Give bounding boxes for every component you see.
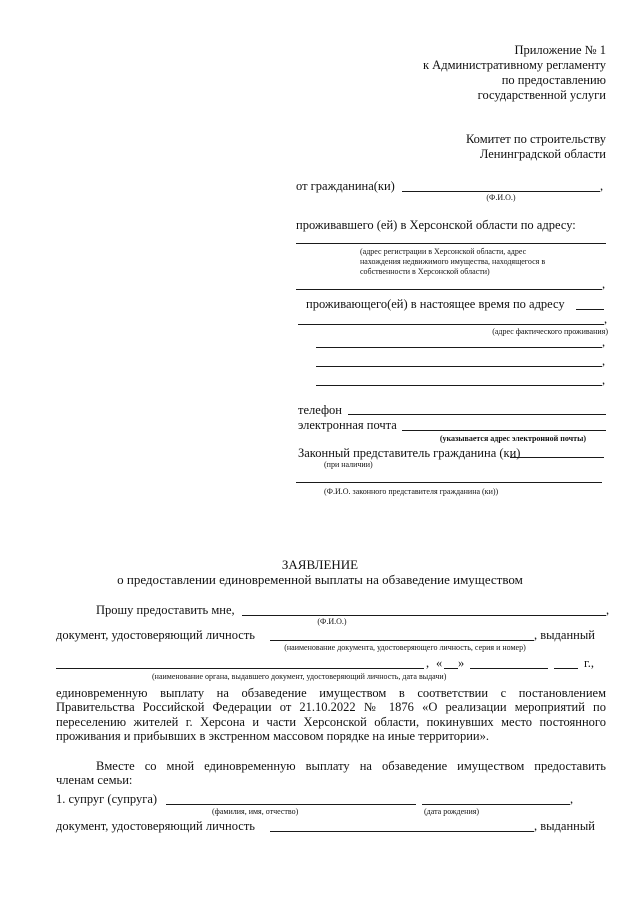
representative-fio-caption: (Ф.И.О. законного представителя гражданина (ки)) xyxy=(324,487,499,496)
current-address-field-2[interactable] xyxy=(298,324,604,325)
registration-caption-1: (адрес регистрации в Херсонской области, адрес xyxy=(360,247,527,256)
current-address-field[interactable] xyxy=(576,309,604,310)
resided-address-label: проживавшего (ей) в Херсонской области по адресу: xyxy=(296,218,576,232)
paragraph-1-line-4: проживания и прибывших в экстренном массовом порядке на иные территории». xyxy=(56,729,489,743)
year-suffix: г., xyxy=(584,656,594,670)
spouse-fio-caption: (фамилия, имя, отчество) xyxy=(212,807,299,816)
email-label: электронная почта xyxy=(298,418,397,432)
statement-title: ЗАЯВЛЕНИЕ xyxy=(281,557,359,572)
paragraph-2-line-2: членам семьи: xyxy=(56,773,133,787)
spouse-fio-field[interactable] xyxy=(166,804,416,805)
fio-caption: (Ф.И.О.) xyxy=(486,193,516,202)
date-quote-open: « xyxy=(436,656,443,670)
from-citizen-field[interactable] xyxy=(402,191,600,192)
identity-doc-caption: (наименование документа, удостоверяющего личность, серия и номер) xyxy=(284,643,526,652)
paragraph-1-line-1: единовременную выплату на обзаведение имуществом в соответствии с постановлением xyxy=(56,686,606,700)
phone-field[interactable] xyxy=(348,414,606,415)
date-quote-close: » xyxy=(458,656,465,670)
current-address-label: проживающего(ей) в настоящее время по адресу xyxy=(306,297,565,311)
identity-doc-field[interactable] xyxy=(270,640,534,641)
email-field[interactable] xyxy=(402,430,606,431)
email-caption: (указывается адрес электронной почты) xyxy=(439,434,586,443)
applicant-fio-field[interactable] xyxy=(242,615,606,616)
resided-address-field[interactable] xyxy=(296,243,606,244)
representative-label: Законный представитель гражданина (ки) xyxy=(298,446,521,460)
issue-day-field[interactable] xyxy=(444,668,458,669)
statement-subtitle: о предоставлении единовременной выплаты на обзаведение имуществом xyxy=(117,572,523,587)
appendix-reference: к Административному регламенту xyxy=(422,58,606,72)
registration-caption-3: собственности в Херсонской области) xyxy=(360,267,490,276)
spouse-issued-label: , выданный xyxy=(534,819,595,833)
representative-caption: (при наличии) xyxy=(324,460,373,469)
phone-label: телефон xyxy=(298,403,342,417)
address-line-5[interactable] xyxy=(316,385,602,386)
actual-address-caption: (адрес фактического проживания) xyxy=(492,327,608,336)
representative-field[interactable] xyxy=(510,457,604,458)
issuing-authority-field[interactable] xyxy=(56,668,424,669)
request-label: Прошу предоставить мне, xyxy=(96,603,235,617)
spouse-doc-field[interactable] xyxy=(270,831,534,832)
address-line-4[interactable] xyxy=(316,366,602,367)
spouse-birthdate-field[interactable] xyxy=(422,804,570,805)
appendix-service: государственной услуги xyxy=(477,88,606,102)
spouse-birthdate-caption: (дата рождения) xyxy=(424,807,480,816)
address-line-3[interactable] xyxy=(316,347,602,348)
issuing-authority-caption: (наименование органа, выдавшего документ, удостоверяющий личность, дата выдачи) xyxy=(152,672,447,681)
issued-label: , выданный xyxy=(534,628,595,642)
registration-caption-2: нахождения недвижимого имущества, находящегося в xyxy=(360,257,546,266)
appendix-number: Приложение № 1 xyxy=(514,43,606,57)
spouse-doc-label: документ, удостоверяющий личность xyxy=(56,819,256,833)
spouse-label: 1. супруг (супруга) xyxy=(56,792,158,806)
identity-doc-label: документ, удостоверяющий личность xyxy=(56,628,256,642)
resided-address-field-2[interactable] xyxy=(296,289,602,290)
addressee-committee: Комитет по строительству xyxy=(465,132,606,146)
appendix-purpose: по предоставлению xyxy=(501,73,606,87)
from-citizen-label: от гражданина(ки) xyxy=(296,179,395,193)
paragraph-1-line-3: переселению жителей г. Херсона и части Херсонской области, покинувших место постоянного xyxy=(56,715,606,729)
representative-fio-field[interactable] xyxy=(296,482,602,483)
issue-year-field[interactable] xyxy=(554,668,578,669)
applicant-fio-caption: (Ф.И.О.) xyxy=(317,617,347,626)
addressee-region: Ленинградской области xyxy=(479,147,606,161)
paragraph-2-line-1: Вместе со мной единовременную выплату на обзаведение имуществом предоставить xyxy=(96,759,606,773)
issue-month-field[interactable] xyxy=(470,668,548,669)
paragraph-1-line-2: Правительства Российской Федерации от 21.10.2022 № 1876 «О реализации мероприятий по xyxy=(56,700,606,714)
